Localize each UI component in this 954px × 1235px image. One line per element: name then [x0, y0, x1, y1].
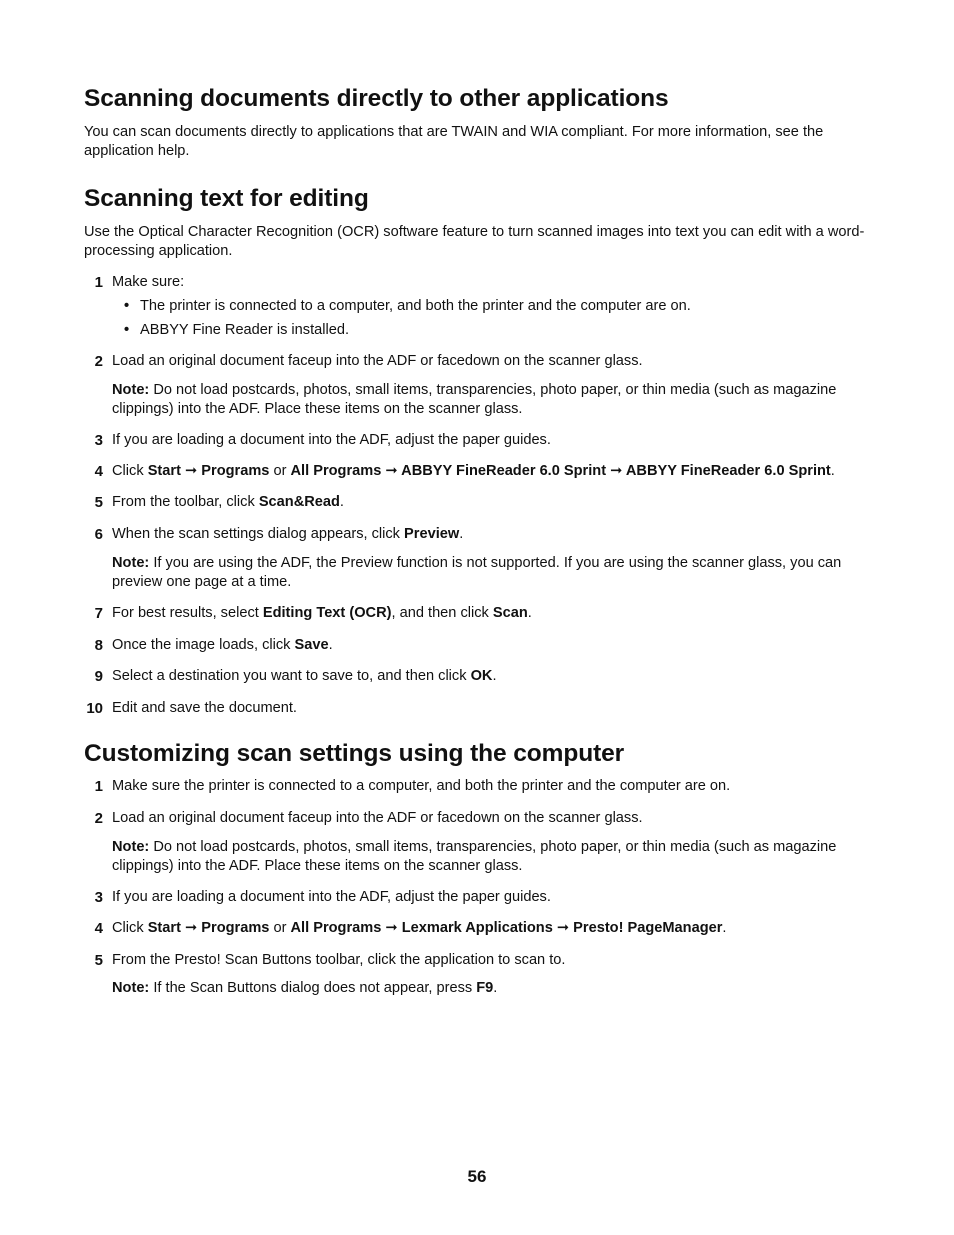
- note-text: Do not load postcards, photos, small items, transparencies, photo paper, or thin media (such as magazine clippings) into the ADF. Place these items on the scanner glass.: [112, 382, 837, 417]
- page-content: [84, 84, 874, 998]
- step-number: 8: [94, 637, 103, 654]
- step-text: From the Presto! Scan Buttons toolbar, click the application to scan to.: [112, 952, 566, 968]
- step-text: Make sure:: [112, 274, 185, 290]
- section-intro: Use the Optical Character Recognition (OCR) software feature to turn scanned images into text you can edit with a word-processing application.: [84, 224, 865, 259]
- bullet-glyph: •: [124, 298, 130, 314]
- step-5: [84, 493, 874, 512]
- step-number: 5: [94, 952, 103, 969]
- step-text: Select a destination you want to save to, and then click OK.: [112, 668, 497, 684]
- step-number: 6: [94, 526, 103, 543]
- step-1: [84, 777, 874, 796]
- step-9: [84, 667, 874, 686]
- note-text: Do not load postcards, photos, small items, transparencies, photo paper, or thin media (such as magazine clippings) into the ADF. Place these items on the scanner glass.: [112, 839, 837, 874]
- step-number: 5: [94, 494, 103, 511]
- note-label: Note:: [112, 839, 150, 855]
- step-6: [84, 525, 874, 544]
- step-text: Make sure the printer is connected to a computer, and both the printer and the computer are on.: [112, 778, 731, 794]
- note: [84, 381, 874, 419]
- step-text: For best results, select Editing Text (OCR), and then click Scan.: [112, 605, 532, 621]
- section-body: You can scan documents directly to applications that are TWAIN and WIA compliant. For more information, see the application help.: [84, 124, 824, 159]
- step-number: 1: [94, 778, 103, 795]
- step-number: 9: [94, 668, 103, 685]
- step-8: [84, 636, 874, 655]
- step-text: Click Start ➞ Programs or All Programs ➞ ABBYY FineReader 6.0 Sprint ➞ ABBYY FineReader 6.0 Sprint.: [112, 463, 835, 479]
- step-3: [84, 888, 874, 907]
- step-3: [84, 431, 874, 450]
- step-number: 2: [94, 810, 103, 827]
- step-7: [84, 604, 874, 623]
- note-text: If you are using the ADF, the Preview function is not supported. If you are using the scanner glass, you can preview one page at a time.: [112, 555, 842, 590]
- section-title-scan-to-apps: Scanning documents directly to other applications: [84, 85, 669, 112]
- step-number: 3: [94, 889, 103, 906]
- bullet-item: [84, 321, 874, 340]
- step-text: Click Start ➞ Programs or All Programs ➞ Lexmark Applications ➞ Presto! PageManager.: [112, 920, 727, 936]
- step-4: [84, 462, 874, 481]
- bullet-item: [84, 297, 874, 316]
- step-number: 7: [94, 605, 103, 622]
- step-number: 3: [94, 432, 103, 449]
- step-number: 1: [94, 274, 103, 291]
- step-number: 2: [94, 353, 103, 370]
- step-text: From the toolbar, click Scan&Read.: [112, 494, 344, 510]
- note-label: Note:: [112, 382, 150, 398]
- step-5: [84, 951, 874, 970]
- step-number: 4: [94, 463, 103, 480]
- note-label: Note:: [112, 555, 150, 571]
- step-text: Once the image loads, click Save.: [112, 637, 333, 653]
- section-title-scan-text: Scanning text for editing: [84, 185, 369, 212]
- step-text: When the scan settings dialog appears, click Preview.: [112, 526, 464, 542]
- step-10: [84, 699, 874, 718]
- note: [84, 838, 874, 876]
- step-1: [84, 273, 874, 292]
- page-number: 56: [467, 1167, 487, 1186]
- note-label: Note:: [112, 980, 150, 996]
- step-text: Load an original document faceup into the ADF or facedown on the scanner glass.: [112, 810, 643, 826]
- step-2: [84, 352, 874, 371]
- bullet-text: The printer is connected to a computer, and both the printer and the computer are on.: [140, 298, 691, 314]
- note: Note: If the Scan Buttons dialog does not appear, press F9.: [112, 980, 498, 996]
- step-text: If you are loading a document into the ADF, adjust the paper guides.: [112, 432, 551, 448]
- step-2: [84, 809, 874, 828]
- bullet-glyph: •: [124, 322, 130, 338]
- step-4: [84, 919, 874, 938]
- step-text: Load an original document faceup into the ADF or facedown on the scanner glass.: [112, 353, 643, 369]
- bullet-text: ABBYY Fine Reader is installed.: [140, 322, 350, 338]
- section-title-customize-scan: Customizing scan settings using the computer: [84, 740, 625, 767]
- step-number: 4: [94, 920, 103, 937]
- step-text: Edit and save the document.: [112, 700, 297, 716]
- step-text: If you are loading a document into the ADF, adjust the paper guides.: [112, 889, 551, 905]
- step-number: 10: [86, 700, 103, 717]
- note: [84, 554, 874, 592]
